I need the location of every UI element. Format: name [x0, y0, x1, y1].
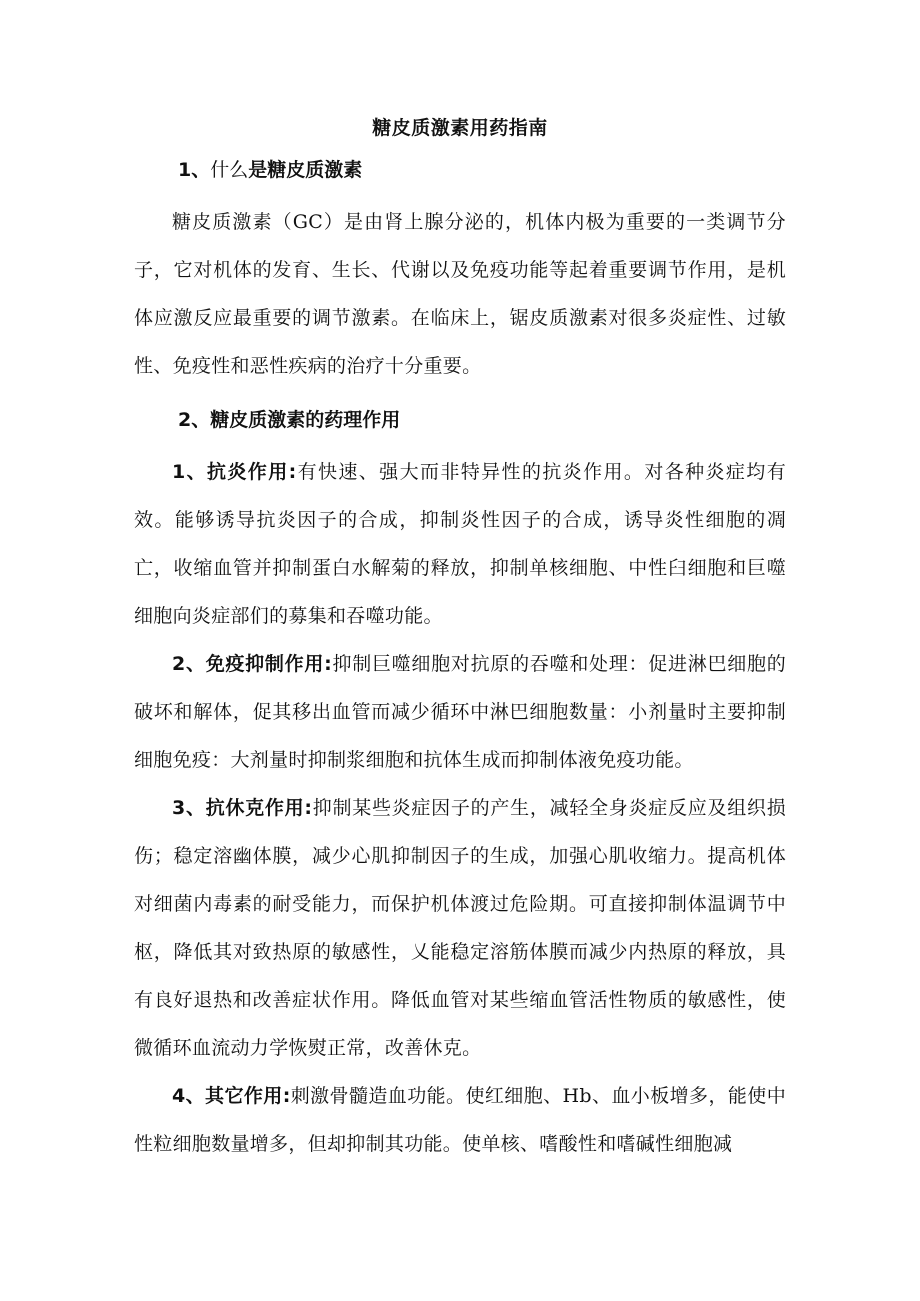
- document-title: 糖皮质激素用药指南: [372, 117, 548, 139]
- pharmacology-item-immunosuppression: [134, 640, 786, 784]
- item-lead: 3、抗休克作用:: [172, 797, 313, 819]
- pharmacology-item-anti-inflammatory: [134, 448, 786, 640]
- section-1-heading-bold: 是糖皮质激素: [248, 159, 363, 181]
- item-lead: 1、抗炎作用:: [172, 461, 297, 483]
- item-lead: 2、免疫抑制作用:: [172, 653, 333, 675]
- item-text: 有快速、强大而非特异性的抗炎作用。对各种炎症均有效。能够诱导抗炎因子的合成，抑制炎性因子的合成，诱导炎性细胞的凋亡，收缩血管并抑制蛋白水解菊的释放，抑制单核细胞、中性臼细胞和巨噬细胞向炎症部们的募集和吞噬功能。: [134, 461, 787, 627]
- item-text: 抑制某些炎症因子的产生，减轻全身炎症反应及组织损伤；稳定溶幽体膜，减少心肌抑制因子的生成，加强心肌收缩力。提高机体对细菌内毒素的耐受能力，而保护机体渡过危险期。可直接抑制体温调节中枢，降低其对致热原的敏感性，乂能稳定溶筋体膜而减少内热原的释放，具有良好退热和改善症状作用。降低血管对某些缩血管活性物质的敏感性，使微循环血流动力学恢熨正常，改善休克。: [134, 797, 787, 1059]
- item-text: 刺激骨髓造血功能。使红细胞、Hb、血小板增多，能使中性粒细胞数量增多，但却抑制其功能。使单核、嗜酸性和嗜碱性细胞减: [134, 1085, 786, 1155]
- section-1-heading-plain: 什么: [210, 159, 249, 181]
- section-2-heading: 2、糖皮质激素的药理作用: [178, 409, 401, 431]
- section-1-paragraph: 糖皮质激素（GC）是由肾上腺分泌的，机体内极为重要的一类调节分子，它对机体的发育、生长、代谢以及免疫功能等起着重要调节作用，是机体应激反应最重要的调节激素。在临床上，锯皮质激素对很多炎症性、过敏性、免疫性和恶性疾病的治疗十分重要。: [134, 211, 786, 377]
- section-1-number: 1、: [178, 159, 211, 181]
- item-lead: 4、其它作用:: [172, 1085, 291, 1107]
- section-1-heading: [134, 152, 786, 188]
- pharmacology-item-anti-shock: [134, 784, 786, 1072]
- pharmacology-item-other: [134, 1072, 786, 1168]
- document-body: [134, 152, 786, 1168]
- item-text: 抑制巨噬细胞对抗原的吞噬和处理：促进淋巴细胞的破坏和解体，促其移出血管而减少循环中淋巴细胞数量：小剂量时主要抑制细胞免疫：大剂量时抑制浆细胞和抗体生成而抑制体液免疫功能。: [134, 653, 786, 771]
